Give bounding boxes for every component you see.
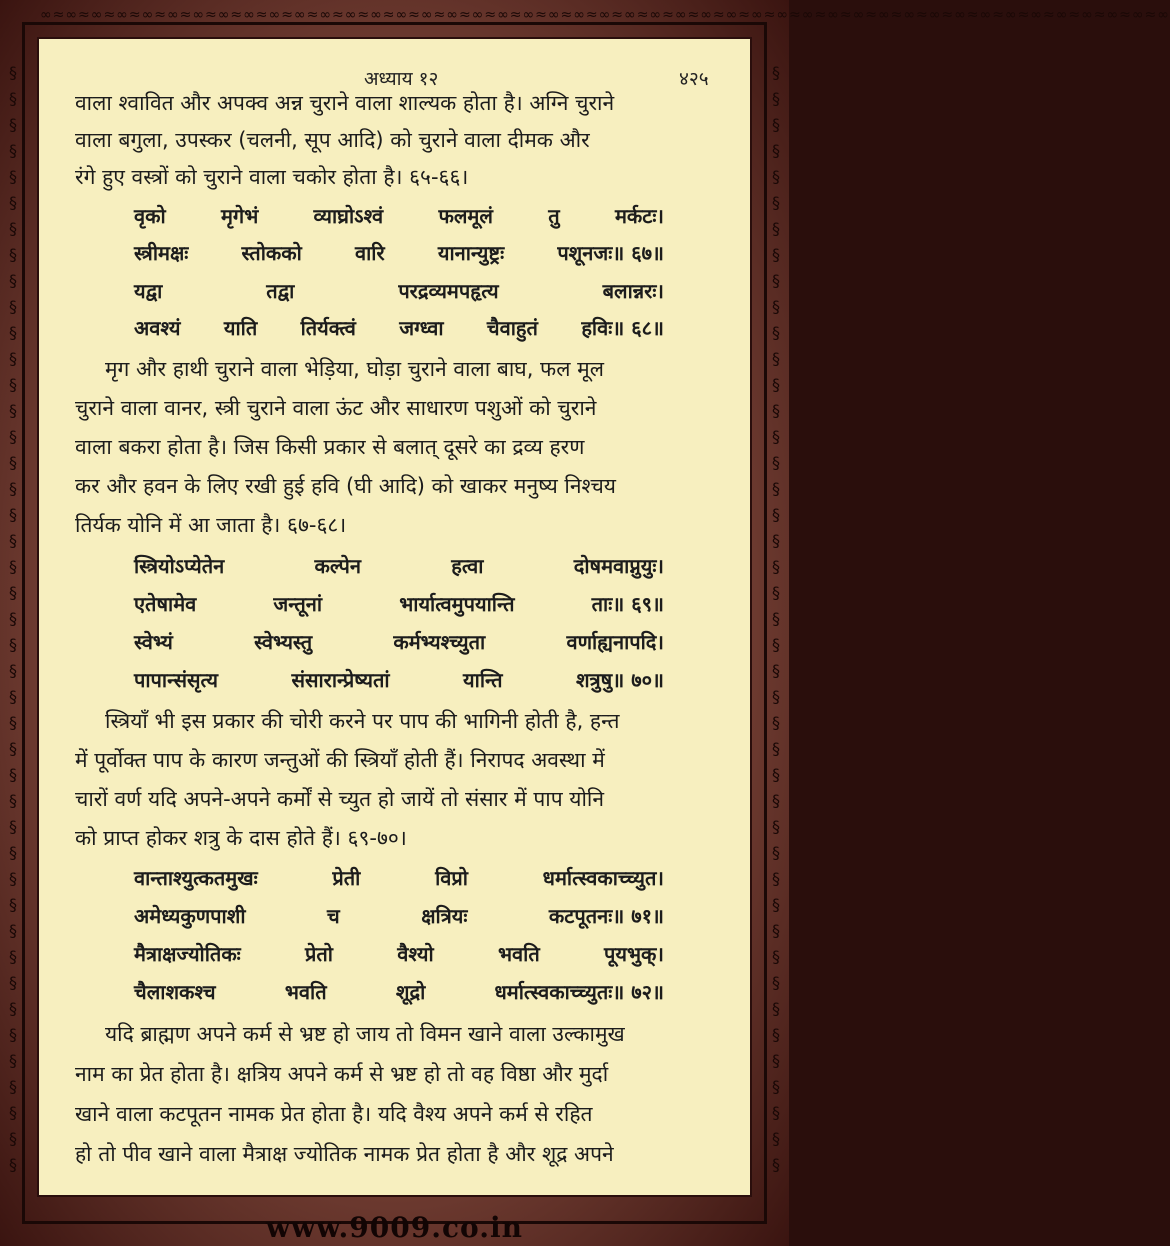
verse-line: यद्वा तद्वा परद्रव्यमपहृत्य बलान्नरः।	[134, 279, 664, 303]
book-page	[37, 37, 752, 1197]
page-number: ४२५	[679, 68, 709, 90]
left-ornament: § § § § § § § § § § § § § § § § § § § § § § § § § § § § § § § § § § § § § § § § § § §	[9, 63, 17, 1174]
verse-line: अमेध्यकुणपाशी च क्षत्रियः कटपूतनः॥ ७१॥	[134, 904, 664, 928]
prose-line: चुराने वाला वानर, स्त्री चुराने वाला ऊंट और साधारण पशुओं को चुराने	[75, 396, 597, 420]
prose-line: मृग और हाथी चुराने वाला भेड़िया, घोड़ा चुराने वाला बाघ, फल मूल	[105, 357, 604, 381]
verse-line: स्वेभ्यं स्वेभ्यस्तु कर्मभ्यश्च्युता वर्णाह्यनापदि।	[134, 630, 664, 654]
prose-line: स्त्रियाँ भी इस प्रकार की चोरी करने पर पाप की भागिनी होती है, हन्त	[105, 709, 620, 733]
prose-line: नाम का प्रेत होता है। क्षत्रिय अपने कर्म से भ्रष्ट हो तो वह विष्ठा और मुर्दा	[75, 1062, 609, 1086]
verse-line: वृको मृगेभं व्याघ्रोऽश्वं फलमूलं तु मर्कटः।	[134, 204, 664, 228]
verse-line: स्त्रीमक्षः स्तोकको वारि यानान्युष्ट्रः पशूनजः॥ ६७॥	[134, 241, 664, 265]
prose-line: चारों वर्ण यदि अपने-अपने कर्मों से च्युत हो जायें तो संसार में पाप योनि	[75, 787, 605, 811]
right-ornament: § § § § § § § § § § § § § § § § § § § § § § § § § § § § § § § § § § § § § § § § § § §	[772, 63, 780, 1174]
prose-line: रंगे हुए वस्त्रों को चुराने वाला चकोर होता है। ६५-६६।	[75, 165, 469, 189]
prose-line: तिर्यक योनि में आ जाता है। ६७-६८।	[75, 513, 347, 537]
verse-line: पापान्संसृत्य संसारान्प्रेष्यतां यान्ति शत्रुषु॥ ७०॥	[134, 668, 664, 692]
prose-line: को प्राप्त होकर शत्रु के दास होते हैं। ६९-७०।	[75, 826, 407, 850]
prose-line: में पूर्वोक्त पाप के कारण जन्तुओं की स्त्रियाँ होती हैं। निरापद अवस्था में	[75, 748, 605, 772]
prose-line: यदि ब्राह्मण अपने कर्म से भ्रष्ट हो जाय तो विमन खाने वाला उल्कामुख	[105, 1022, 625, 1046]
website-footer: www.9009.co.in	[266, 1211, 523, 1244]
chapter-title: अध्याय १२	[364, 68, 439, 90]
top-ornament: ∞≈∞≈∞≈∞≈∞≈∞≈∞≈∞≈∞≈∞≈∞≈∞≈∞≈∞≈∞≈∞≈∞≈∞≈∞≈∞≈∞≈∞≈∞≈∞≈∞≈∞≈∞≈∞≈∞≈∞≈∞≈∞≈∞≈∞≈∞≈∞≈∞≈∞≈∞≈∞≈∞≈∞≈∞≈∞≈∞	[40, 7, 1170, 23]
verse-line: वान्ताश्युत्कतमुखः प्रेती विप्रो धर्मात्स्वकाच्च्युत।	[134, 866, 664, 890]
prose-line: खाने वाला कटपूतन नामक प्रेत होता है। यदि वैश्य अपने कर्म से रहित	[75, 1102, 593, 1126]
prose-line: वाला बकरा होता है। जिस किसी प्रकार से बलात् दूसरे का द्रव्य हरण	[75, 435, 585, 459]
verse-line: चैलाशकश्च भवति शूद्रो धर्मात्स्वकाच्च्युतः॥ ७२॥	[134, 980, 664, 1004]
verse-line: अवश्यं याति तिर्यक्त्वं जग्ध्वा चैवाहुतं हविः॥ ६८॥	[134, 316, 664, 340]
prose-line: हो तो पीव खाने वाला मैत्राक्ष ज्योतिक नामक प्रेत होता है और शूद्र अपने	[75, 1142, 614, 1166]
verse-line: एतेषामेव जन्तूनां भार्यात्वमुपयान्ति ताः॥ ६९॥	[134, 592, 664, 616]
prose-line: वाला बगुला, उपस्कर (चलनी, सूप आदि) को चुराने वाला दीमक और	[75, 128, 590, 152]
prose-line: कर और हवन के लिए रखी हुई हवि (घी आदि) को खाकर मनुष्य निश्चय	[75, 474, 616, 498]
verse-line: स्त्रियोऽप्येतेन कल्पेन हत्वा दोषमवाप्नुयुः।	[134, 554, 664, 578]
verse-line: मैत्राक्षज्योतिकः प्रेतो वैश्यो भवति पूयभुक्।	[134, 942, 664, 966]
prose-line: वाला श्वावित और अपक्व अन्न चुराने वाला शाल्यक होता है। अग्नि चुराने	[75, 91, 615, 115]
